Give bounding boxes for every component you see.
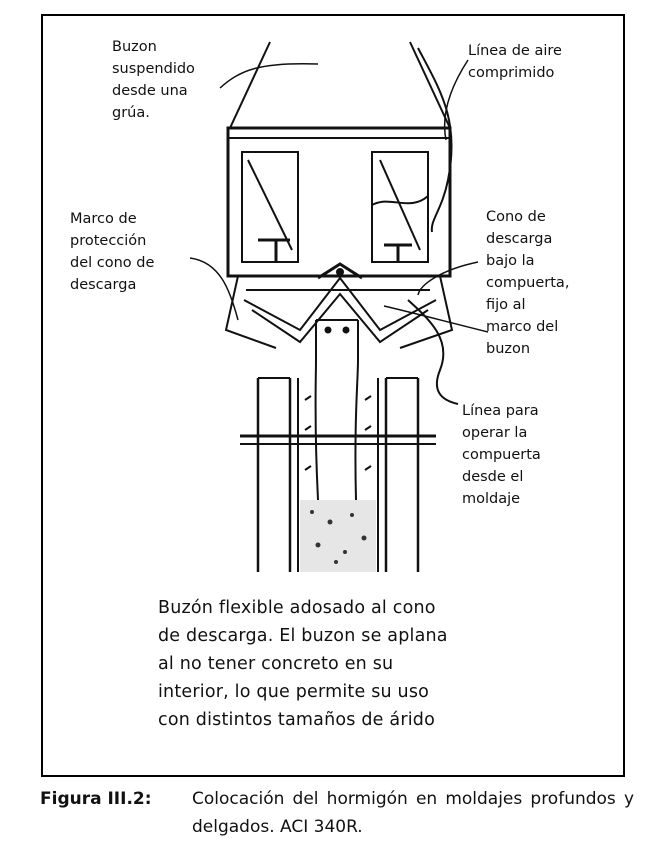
concrete-fill xyxy=(300,500,376,572)
label-compressed-air-line: Línea de aire comprimido xyxy=(468,43,562,81)
label-protection-frame: Marco de protección del cono de descarga xyxy=(70,211,155,293)
label-gate-operating-line: Línea para operar la compuerta desde el moldaje xyxy=(462,403,541,507)
label-discharge-cone: Cono de descarga bajo la compuerta, fijo al marco del buzon xyxy=(486,209,570,357)
flexible-chute xyxy=(316,320,359,500)
label-bucket-suspended: Buzon suspendido desde una grúa. xyxy=(112,39,195,121)
bucket-body xyxy=(228,128,450,276)
diagram-description: Buzón flexible adosado al cono de descarga. El buzon se aplana al no tener concreto en su interior, lo que permite su uso con distintos tamaños de árido xyxy=(158,598,448,730)
caption-text: Colocación del hormigón en moldajes profundos y delgados. ACI 340R. xyxy=(192,789,634,837)
suspension-cables xyxy=(230,42,450,128)
air-line xyxy=(418,48,452,232)
gate-operating-line xyxy=(408,300,458,404)
caption-label: Figura III.2: xyxy=(40,789,152,809)
